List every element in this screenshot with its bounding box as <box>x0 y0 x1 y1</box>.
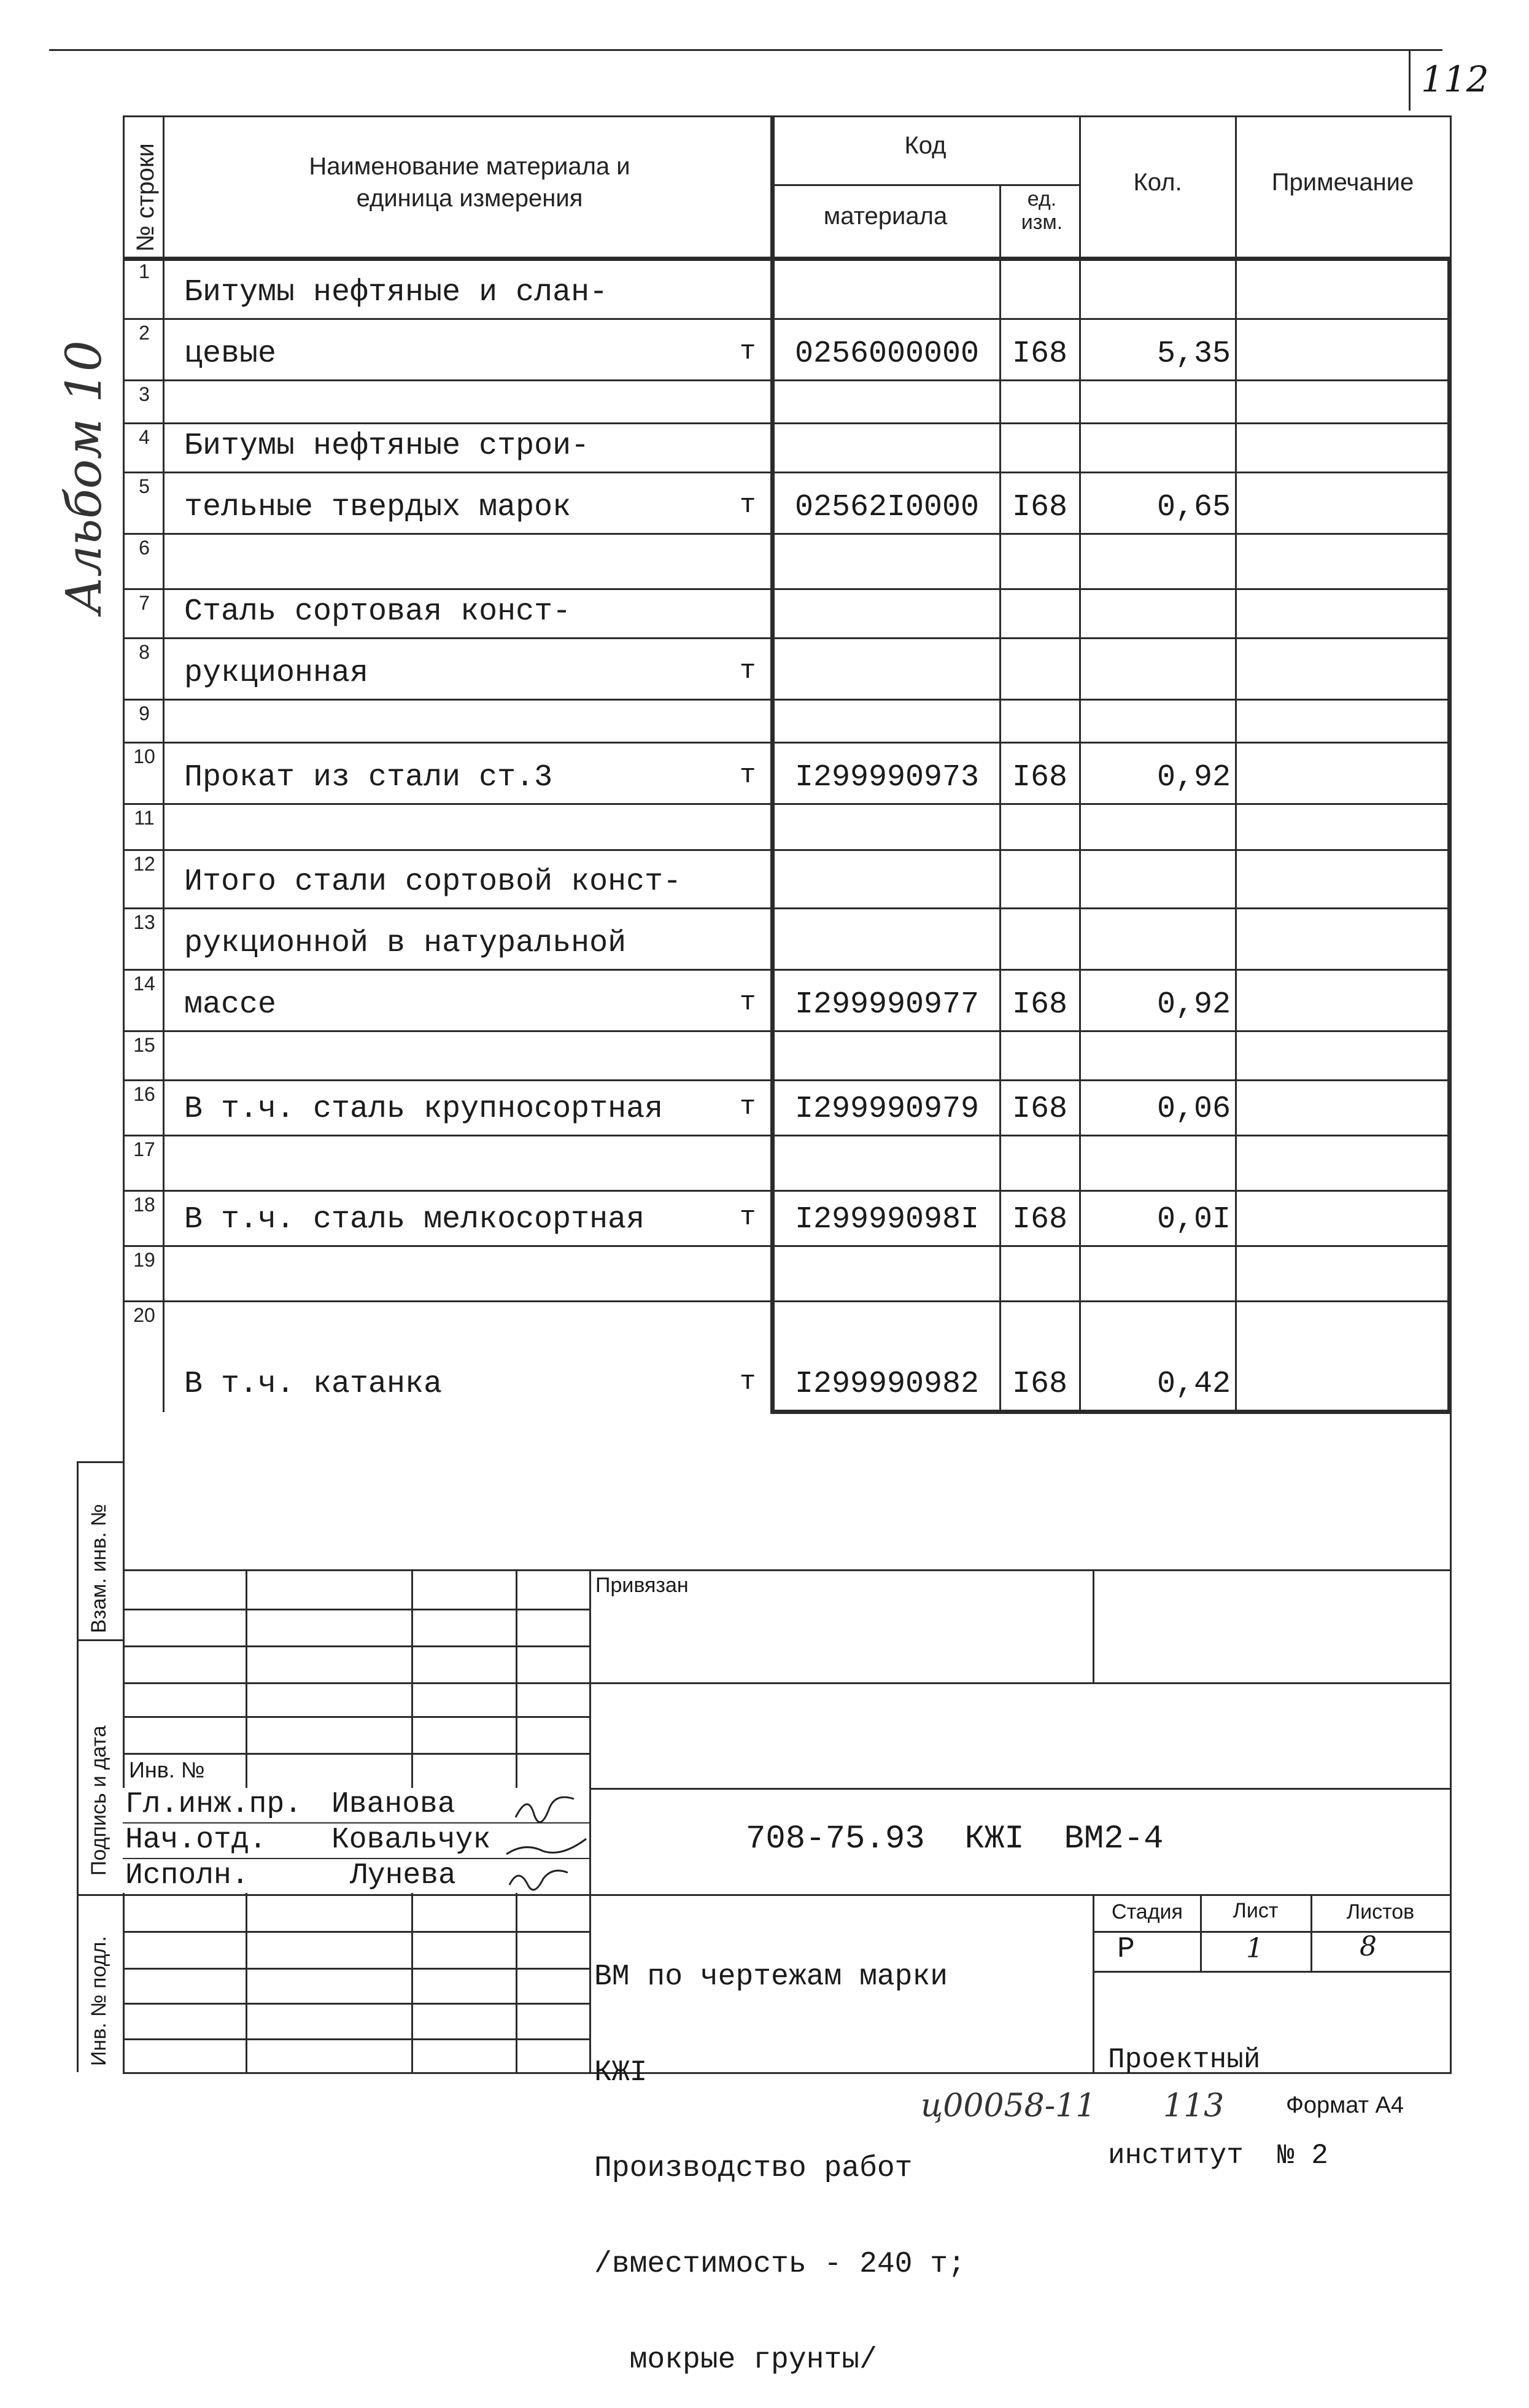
material-code: 0256000000 <box>794 336 980 371</box>
tb-top <box>123 1569 1452 1571</box>
side-stamp-top <box>77 1461 125 1463</box>
header-code-unit: ед. изм. <box>1021 187 1063 234</box>
inv-no-label: Инв. № <box>129 1757 205 1782</box>
quantity: 0,92 <box>1156 987 1231 1022</box>
quantity: 5,35 <box>1156 336 1231 371</box>
sheets-value: 8 <box>1360 1931 1377 1962</box>
tb-left-row3 <box>123 1682 589 1684</box>
sheet-label: Лист <box>1233 1899 1279 1922</box>
unit-code: I68 <box>1012 1202 1067 1237</box>
tb-code-bottom <box>589 1894 1452 1896</box>
row-number: 10 <box>133 745 155 767</box>
material-unit: т <box>740 1202 756 1233</box>
tb-left-row10 <box>123 1931 589 1933</box>
stage-value: Р <box>1117 1933 1135 1966</box>
material-name: В т.ч. сталь крупносортная <box>184 1092 664 1127</box>
title-line: /вместимость - 240 т; <box>594 2248 966 2281</box>
material-name: Битумы нефтяные и слан- <box>184 275 608 310</box>
header-name: Наименование материала и единица измерения <box>309 153 630 212</box>
side-stamp-outer <box>77 1461 79 2072</box>
col-ed-line <box>999 184 1001 1412</box>
material-unit: т <box>740 1367 756 1397</box>
material-name: рукционная <box>184 656 369 691</box>
quantity: 0,42 <box>1156 1367 1231 1402</box>
row-divider <box>123 472 1450 473</box>
signature-marks <box>503 1784 595 1900</box>
row-divider <box>123 969 1450 971</box>
format-label: Формат А4 <box>1286 2092 1404 2118</box>
material-name: Прокат из стали ст.3 <box>184 760 553 795</box>
handwritten-number: 113 <box>1163 2088 1225 2124</box>
row-number: 12 <box>133 853 155 875</box>
row-number: 2 <box>139 322 150 344</box>
col-code-line <box>770 115 775 1412</box>
quantity: 0,06 <box>1156 1092 1231 1127</box>
material-unit: т <box>740 760 756 791</box>
row-divider <box>123 907 1450 909</box>
row-divider <box>123 1190 1450 1192</box>
row-number: 16 <box>133 1083 155 1105</box>
handwritten-archive-no: ц00058-11 <box>921 2088 1096 2124</box>
quantity: 0,65 <box>1156 490 1231 525</box>
tb-stage-mid <box>1093 1931 1452 1933</box>
material-unit: т <box>740 1092 756 1122</box>
row-divider <box>123 1245 1450 1247</box>
material-code: I299990973 <box>794 760 980 795</box>
side-stamp-div1 <box>77 1639 125 1641</box>
unit-code: I68 <box>1012 336 1067 371</box>
row-number: 5 <box>139 475 150 497</box>
material-unit: т <box>740 490 756 521</box>
header-row-no: № строки <box>132 143 159 252</box>
row-divider <box>123 422 1450 424</box>
row-divider <box>123 588 1450 590</box>
row-divider <box>123 533 1450 535</box>
frame-left <box>123 115 125 2074</box>
header-bottom-line <box>123 257 1452 261</box>
tb-left-row4 <box>123 1716 589 1718</box>
material-name: массе <box>184 987 277 1022</box>
header-code-material: материала <box>823 203 948 230</box>
tb-stage-bottom <box>1093 1971 1452 1973</box>
material-name: В т.ч. сталь мелкосортная <box>184 1202 645 1237</box>
tb-left-row12 <box>123 2003 589 2005</box>
table-bottom-bold <box>770 1410 1452 1414</box>
material-name: цевые <box>184 336 277 371</box>
table-right-bold <box>1447 257 1452 1412</box>
row-divider <box>123 803 1450 805</box>
side-vzam-label: Взам. инв. № <box>87 1504 110 1633</box>
side-inv-label: Инв. № подл. <box>87 1936 110 2066</box>
org-line: институт № 2 <box>1108 2140 1328 2172</box>
row-number: 18 <box>133 1194 155 1216</box>
tb-privyazan-div <box>1093 1569 1094 1683</box>
title-line: Производство работ <box>594 2152 913 2185</box>
tb-left-row13 <box>123 2038 589 2040</box>
quantity: 0,0I <box>1156 1202 1231 1237</box>
unit-code: I68 <box>1012 987 1067 1022</box>
material-name: В т.ч. катанка <box>184 1367 443 1402</box>
row-number: 19 <box>133 1249 155 1271</box>
row-divider <box>123 318 1450 320</box>
side-podpis-label: Подпись и дата <box>87 1725 110 1876</box>
row-divider <box>123 1135 1450 1136</box>
staff-role: Исполн. <box>125 1859 249 1892</box>
staff-role: Гл.инж.пр. <box>125 1788 303 1821</box>
material-name: Итого стали сортовой конст- <box>184 864 682 899</box>
row-divider <box>123 1030 1450 1032</box>
col-qty-line <box>1079 115 1081 1412</box>
top-rule <box>49 49 1442 51</box>
material-name: тельные твердых марок <box>184 490 571 525</box>
quantity: 0,92 <box>1156 760 1231 795</box>
tb-code-top <box>589 1788 1452 1790</box>
row-number: 4 <box>139 426 150 448</box>
tb-left-row11 <box>123 1968 589 1970</box>
row-number: 7 <box>139 592 150 614</box>
row-number: 11 <box>134 807 155 829</box>
tb-left-row1 <box>123 1609 589 1610</box>
material-code: I29999098I <box>794 1202 980 1237</box>
col-rowno-line <box>163 115 165 1412</box>
row-divider <box>123 742 1450 744</box>
row-number: 8 <box>139 641 150 663</box>
col-note-line <box>1235 115 1237 1412</box>
title-line: ВМ по чертежам марки <box>594 1960 948 1994</box>
unit-code: I68 <box>1012 1367 1067 1402</box>
material-code: 02562I0000 <box>794 490 980 525</box>
frame-top <box>123 115 1452 117</box>
code-subheader-line <box>770 184 1080 186</box>
page-number: 112 <box>1421 58 1489 100</box>
stage-label: Стадия <box>1112 1900 1183 1924</box>
privyazan-label: Привязан <box>595 1574 689 1597</box>
staff-name: Лунева <box>350 1859 456 1892</box>
title-text <box>594 1897 966 2408</box>
org-line: Проектный <box>1108 2044 1261 2076</box>
staff-name: Иванова <box>331 1788 455 1821</box>
row-divider <box>123 1300 1450 1302</box>
page-number-divider <box>1409 49 1411 111</box>
header-note: Примечание <box>1271 169 1414 196</box>
header-code: Код <box>904 132 946 159</box>
material-name: рукционной в натуральной <box>184 926 627 961</box>
staff-role: Нач.отд. <box>125 1823 267 1857</box>
doc-code: 708-75.93 КЖI ВМ2-4 <box>746 1820 1164 1858</box>
row-number: 20 <box>133 1304 155 1326</box>
unit-code: I68 <box>1012 490 1067 525</box>
tb-left-row5 <box>123 1753 589 1755</box>
unit-code: I68 <box>1012 1092 1067 1127</box>
row-number: 15 <box>133 1034 155 1056</box>
row-divider <box>123 637 1450 639</box>
row-number: 13 <box>133 911 155 933</box>
material-unit: т <box>740 987 756 1018</box>
material-name: Битумы нефтяные строи- <box>184 429 590 464</box>
unit-code: I68 <box>1012 760 1067 795</box>
staff-name: Ковальчук <box>331 1823 491 1857</box>
row-divider <box>123 849 1450 851</box>
album-note: Альбом 10 <box>55 340 112 614</box>
material-code: I299990979 <box>794 1092 980 1127</box>
material-code: I299990982 <box>794 1367 980 1402</box>
row-number: 9 <box>139 702 150 724</box>
material-unit: т <box>740 336 756 367</box>
title-line: КЖI <box>594 2056 648 2089</box>
row-number: 3 <box>139 383 150 405</box>
sheets-label: Листов <box>1346 1900 1415 1924</box>
sheet-value: 1 <box>1246 1933 1263 1964</box>
row-divider <box>123 379 1450 381</box>
material-unit: т <box>740 656 756 686</box>
row-divider <box>123 1079 1450 1081</box>
tb-privyazan-bottom <box>589 1682 1452 1684</box>
row-number: 14 <box>133 973 155 995</box>
row-number: 17 <box>133 1138 155 1160</box>
title-line: мокрые грунты/ <box>594 2344 877 2377</box>
row-number: 6 <box>139 537 150 559</box>
row-divider <box>123 699 1450 701</box>
material-name: Сталь сортовая конст- <box>184 594 571 629</box>
material-code: I299990977 <box>794 987 980 1022</box>
tb-left-row2 <box>123 1645 589 1647</box>
row-number: 1 <box>139 260 150 282</box>
side-stamp-div2 <box>77 1894 125 1896</box>
tb-stage-div <box>1093 1894 1094 2072</box>
header-qty: Кол. <box>1133 169 1182 196</box>
